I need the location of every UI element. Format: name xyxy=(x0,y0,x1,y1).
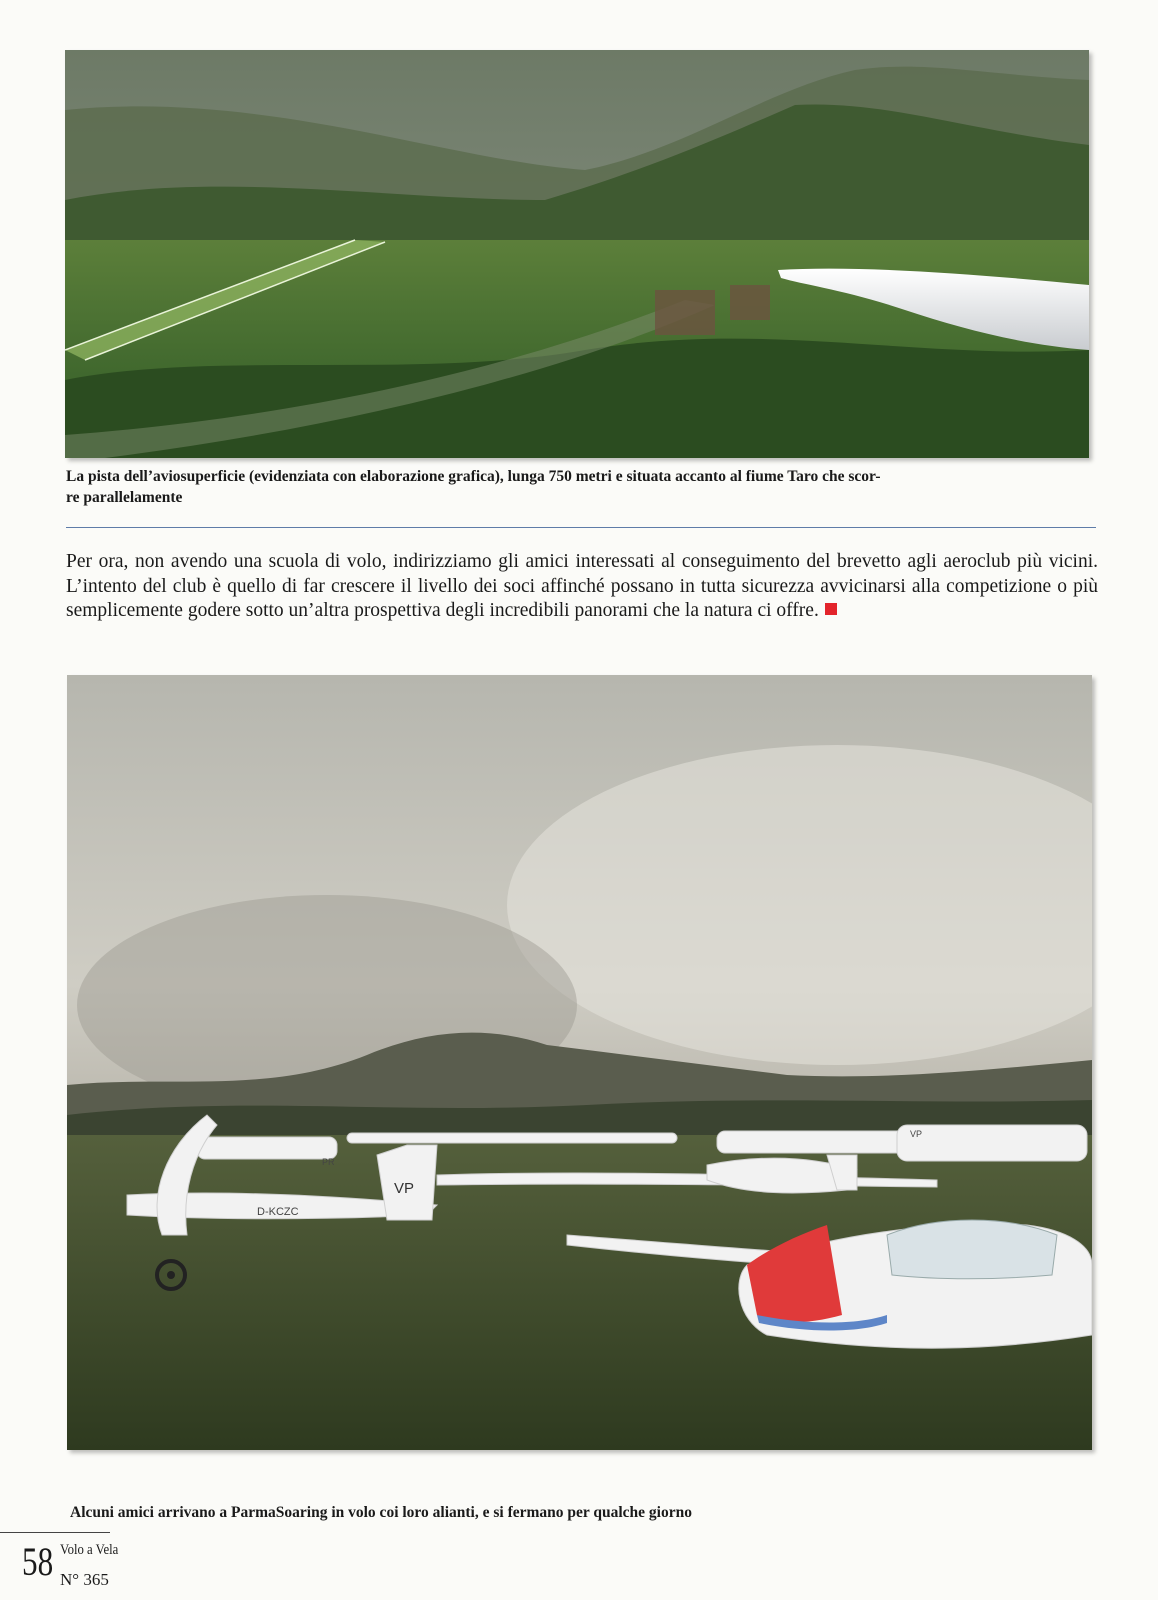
glider-tail-code-pr: PR xyxy=(322,1157,335,1167)
page-number: 58 xyxy=(22,1539,54,1584)
airstrip-aerial-photo xyxy=(65,50,1089,458)
top-photo-caption xyxy=(66,466,1096,508)
end-of-article-mark xyxy=(825,603,837,615)
section-divider xyxy=(66,527,1096,528)
glider-tail-code-vp-2: VP xyxy=(910,1129,923,1139)
folio-divider xyxy=(0,1532,110,1533)
issue-number: N° 365 xyxy=(60,1570,109,1589)
article-paragraph-text: Per ora, non avendo una scuola di volo, indirizziamo gli amici interessati al conseguimento del brevetto agli aeroclub più vicini. L’intento del club è quello di far crescere il livello dei soci affinché possano in tutta sicurezza avvicinarsi alla competizione o più semplicemente godere sotto un’altra prospettiva degli incredibili panorami che la natura ci offre. xyxy=(66,551,1098,621)
top-caption-line-1: La pista dell’aviosuperficie (evidenziata con elaborazione grafica), lunga 750 metri e situata accanto al fiume Taro che scor- xyxy=(66,468,881,485)
glider-tail-code-vp: VP xyxy=(394,1180,415,1197)
magazine-name: Volo a Vela xyxy=(60,1542,119,1558)
glider-registration: D-KCZC xyxy=(257,1206,299,1218)
article-paragraph xyxy=(66,550,1098,624)
top-caption-line-2: re parallelamente xyxy=(66,489,183,506)
gliders-on-airfield-photo xyxy=(67,675,1092,1450)
bottom-photo-caption: Alcuni amici arrivano a ParmaSoaring in volo coi loro alianti, e si fermano per qualche giorno xyxy=(70,1504,692,1521)
